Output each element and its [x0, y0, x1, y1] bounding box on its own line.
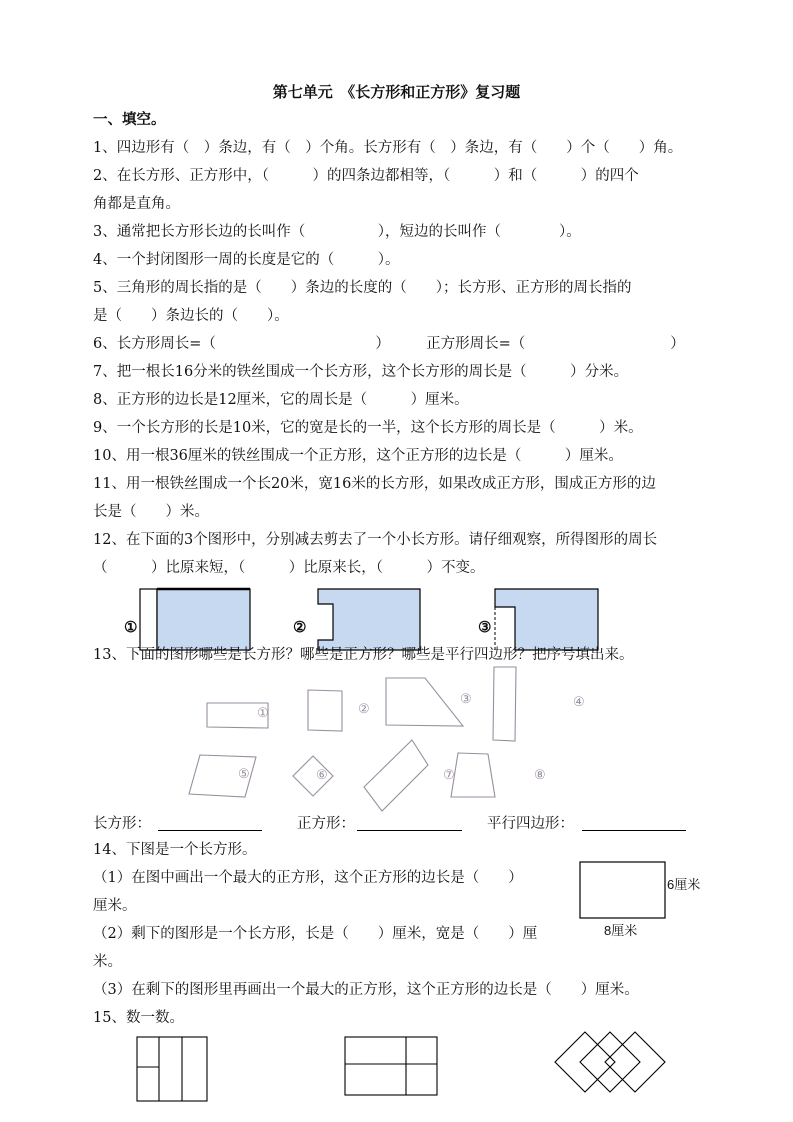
question-line: （ ）比原来短，（ ）比原来长，（ ）不变。: [93, 560, 485, 576]
shape-label-5: ⑤: [238, 766, 250, 781]
shape-3: [386, 678, 463, 726]
question-14-part-1-cont: 厘米。: [93, 898, 137, 914]
width-label: 8厘米: [604, 923, 638, 938]
shape-label-7: ⑦: [443, 767, 455, 782]
height-label: 6厘米: [667, 877, 701, 892]
question-14-part-2: （2）剩下的图形是一个长方形，长是（ ）厘米，宽是（ ）厘: [93, 926, 538, 942]
q12-figure-2: [318, 589, 420, 650]
shape-2: [308, 690, 342, 731]
section-heading: 一、填空。: [93, 112, 166, 128]
question-line: 6、长方形周长=（ ） 正方形周长=（ ）: [93, 336, 685, 352]
question-line: 角都是直角。: [93, 196, 180, 212]
question-14-part-3: （3）在剩下的图形里再画出一个最大的正方形，这个正方形的边长是（ ）厘米。: [93, 982, 639, 998]
shape-label-1: ①: [257, 705, 269, 720]
question-line: 2、在长方形、正方形中，（ ）的四条边都相等，（ ）和（ ）的四个: [93, 168, 639, 184]
q15-figure-3: [555, 1032, 665, 1092]
question-15: 15、数一数。: [93, 1010, 184, 1026]
question-14: 14、下图是一个长方形。: [93, 842, 257, 858]
q12-label-3: ③: [478, 619, 492, 636]
question-line: 8、正方形的边长是12厘米，它的周长是（ ）厘米。: [93, 392, 469, 408]
question-line: 11、用一根铁丝围成一个长20米，宽16米的长方形，如果改成正方形，围成正方形的边: [93, 476, 656, 492]
q13-shapes: [189, 667, 516, 811]
q12-label-2: ②: [293, 619, 307, 636]
question-14-part-1: （1）在图中画出一个最大的正方形，这个正方形的边长是（ ）: [93, 870, 523, 886]
answer-label-square: 正方形：: [297, 816, 355, 832]
answer-blank-square[interactable]: [357, 830, 462, 831]
shape-label-8: ⑧: [534, 767, 546, 782]
answer-blank-parallelogram[interactable]: [582, 830, 686, 831]
question-13: 13、下面的图形哪些是长方形？哪些是正方形？哪些是平行四边形？把序号填出来。: [93, 647, 634, 663]
shape-7: [364, 740, 428, 811]
answer-label-parallelogram: 平行四边形：: [487, 816, 574, 832]
question-line: 是（ ）条边长的（ ）。: [93, 308, 289, 324]
question-line: 3、通常把长方形长边的长叫作（ ），短边的长叫作（ ）。: [93, 224, 581, 240]
page-title: 第七单元 《长方形和正方形》复习题: [272, 83, 521, 101]
question-line: 9、一个长方形的长是10米，它的宽是长的一半，这个长方形的周长是（ ）米。: [93, 420, 643, 436]
question-line: 4、一个封闭图形一周的长度是它的（ ）。: [93, 252, 400, 268]
question-line: 长是（ ）米。: [93, 504, 209, 520]
question-14-part-2-cont: 米。: [93, 954, 122, 970]
shape-4: [493, 667, 516, 741]
q15-figure-1: [137, 1037, 207, 1101]
q12-figure-3: [495, 589, 598, 650]
q14-rectangle: [580, 862, 665, 918]
question-line: 5、三角形的周长指的是（ ）条边的长度的（ ）；长方形、正方形的周长指的: [93, 280, 632, 296]
answer-label-rectangle: 长方形：: [93, 816, 151, 832]
q15-figure-2: [345, 1037, 437, 1095]
shape-label-4: ④: [573, 694, 585, 709]
shape-label-6: ⑥: [316, 767, 328, 782]
q12-figure-1: [140, 589, 250, 650]
question-line: 12、在下面的3个图形中，分别减去剪去了一个小长方形。请仔细观察，所得图形的周长: [93, 532, 658, 548]
q12-label-1: ①: [124, 619, 138, 636]
shape-8: [451, 753, 495, 797]
question-line: 7、把一根长16分米的铁丝围成一个长方形，这个长方形的周长是（ ）分米。: [93, 364, 629, 380]
question-line: 10、用一根36厘米的铁丝围成一个正方形，这个正方形的边长是（ ）厘米。: [93, 448, 623, 464]
question-line: 1、四边形有（ ）条边，有（ ）个角。长方形有（ ）条边，有（ ）个（ ）角。: [93, 140, 683, 156]
answer-blank-rectangle[interactable]: [158, 830, 262, 831]
shape-label-3: ③: [460, 691, 472, 706]
shape-label-2: ②: [358, 701, 370, 716]
